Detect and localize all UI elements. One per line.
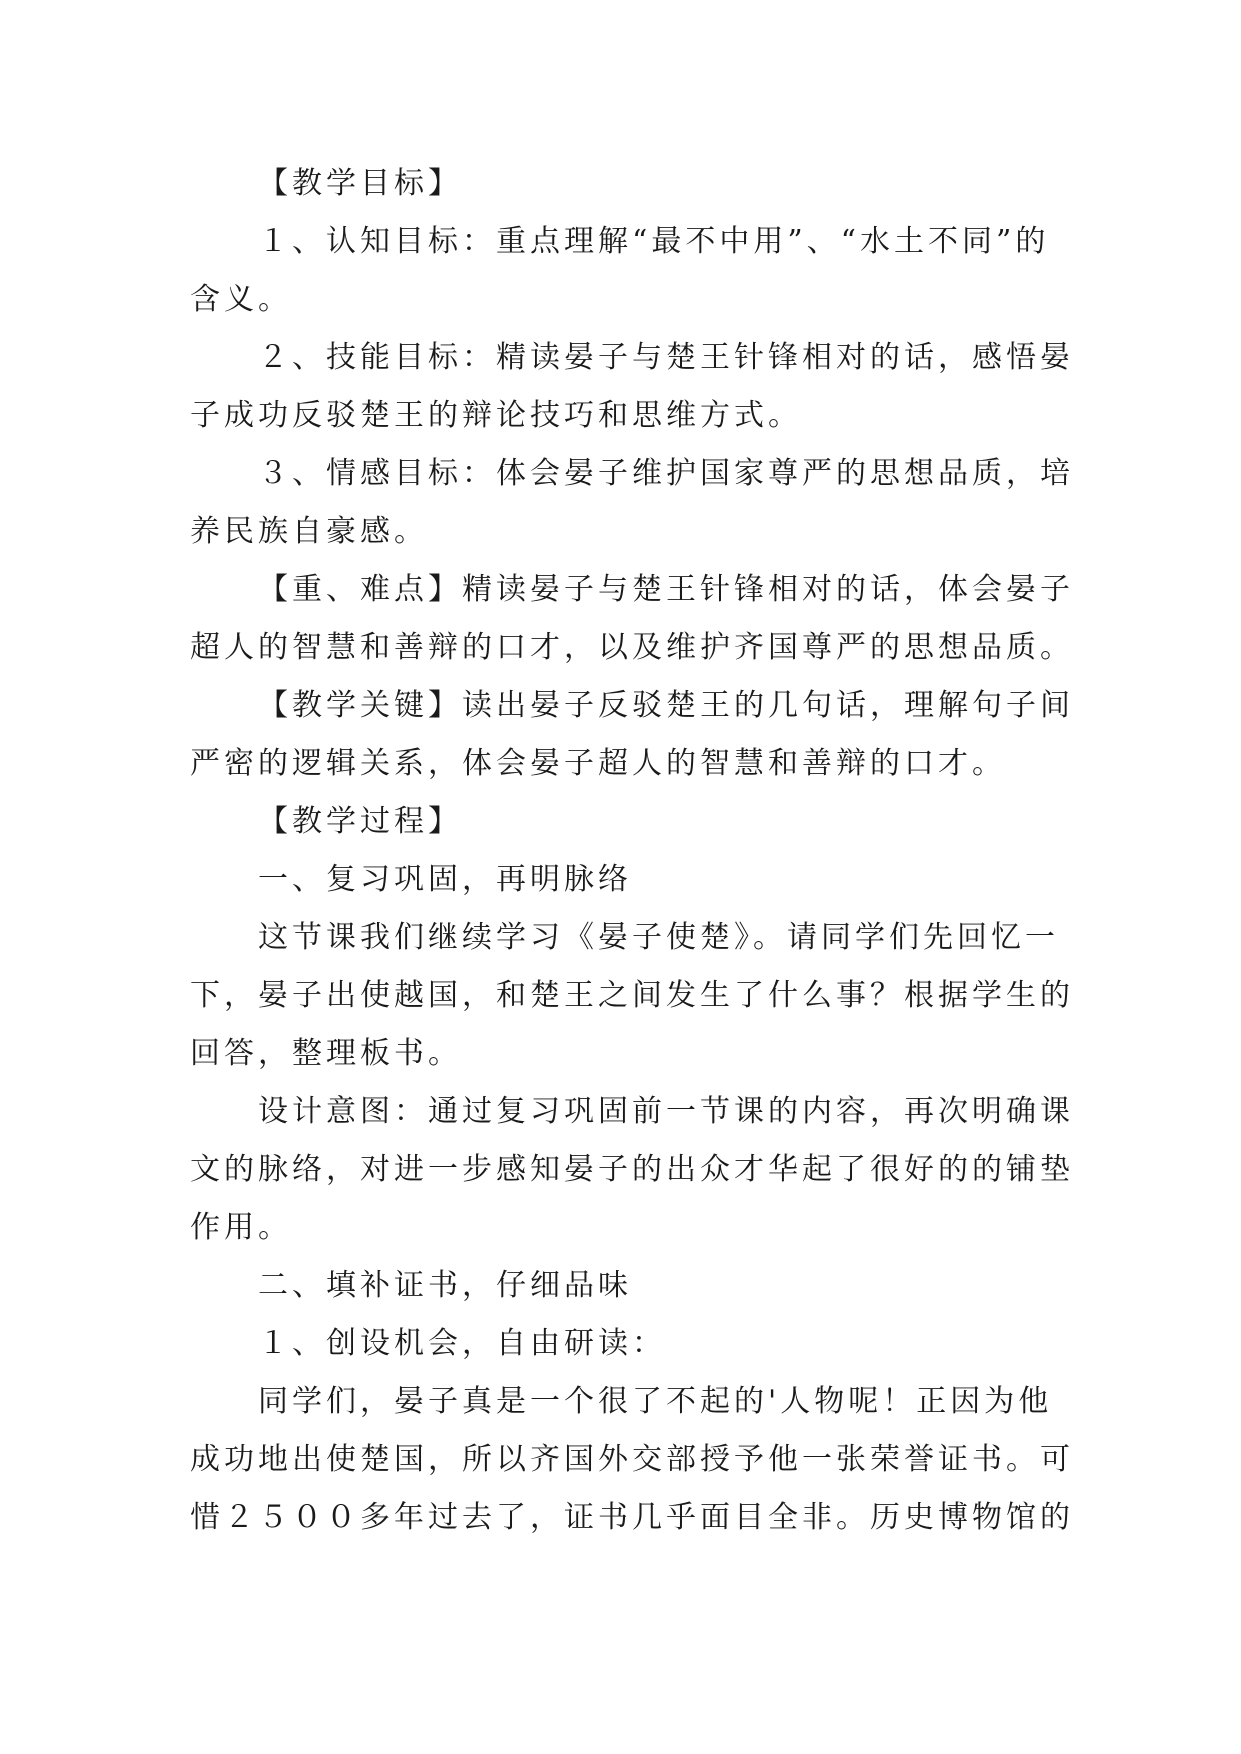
section-heading-process: 【教学过程】 bbox=[258, 804, 462, 839]
section-heading-goals: 【教学目标】 bbox=[258, 166, 462, 201]
paragraph-line: 养民族自豪感。 bbox=[190, 514, 428, 549]
paragraph-line: 这节课我们继续学习《晏子使楚》。请同学们先回忆一 bbox=[258, 920, 1059, 955]
paragraph-line: 严密的逻辑关系，体会晏子超人的智慧和善辩的口才。 bbox=[190, 746, 1006, 781]
subheading: 二、填补证书，仔细品味 bbox=[258, 1268, 632, 1303]
paragraph-line: ２、技能目标：精读晏子与楚王针锋相对的话，感悟晏 bbox=[258, 340, 1074, 375]
paragraph-line: 超人的智慧和善辩的口才，以及维护齐国尊严的思想品质。 bbox=[190, 630, 1074, 665]
paragraph-line: 【重、难点】精读晏子与楚王针锋相对的话，体会晏子 bbox=[258, 572, 1074, 607]
paragraph-line: 作用。 bbox=[190, 1210, 292, 1245]
paragraph-line: １、认知目标：重点理解“最不中用”、“水土不同”的 bbox=[258, 224, 1050, 259]
paragraph-line: 同学们，晏子真是一个很了不起的'人物呢！正因为他 bbox=[258, 1384, 1053, 1419]
paragraph-line: 【教学关键】读出晏子反驳楚王的几句话，理解句子间 bbox=[258, 688, 1074, 723]
paragraph-line: 回答，整理板书。 bbox=[190, 1036, 462, 1071]
paragraph-line: 文的脉络，对进一步感知晏子的出众才华起了很好的的铺垫 bbox=[190, 1152, 1074, 1187]
paragraph-line: 含义。 bbox=[190, 282, 292, 317]
subheading: 一、复习巩固，再明脉络 bbox=[258, 862, 632, 897]
paragraph-line: 子成功反驳楚王的辩论技巧和思维方式。 bbox=[190, 398, 802, 433]
paragraph-line: １、创设机会，自由研读： bbox=[258, 1326, 666, 1361]
paragraph-line: 下，晏子出使越国，和楚王之间发生了什么事？根据学生的 bbox=[190, 978, 1074, 1013]
paragraph-line: 设计意图：通过复习巩固前一节课的内容，再次明确课 bbox=[258, 1094, 1074, 1129]
paragraph-line: ３、情感目标：体会晏子维护国家尊严的思想品质，培 bbox=[258, 456, 1074, 491]
paragraph-line: 成功地出使楚国，所以齐国外交部授予他一张荣誉证书。可 bbox=[190, 1442, 1074, 1477]
paragraph-line: 惜２５００多年过去了，证书几乎面目全非。历史博物馆的 bbox=[190, 1500, 1074, 1535]
